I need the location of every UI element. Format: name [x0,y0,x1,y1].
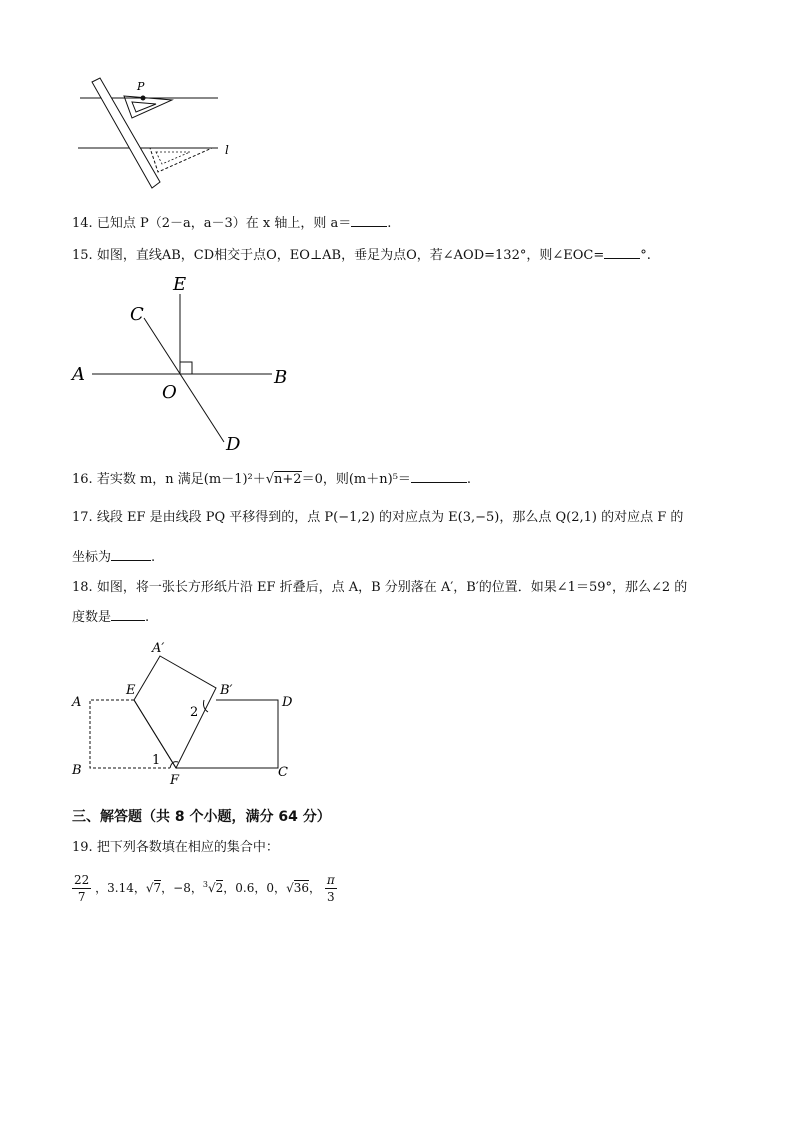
q19-text: 把下列各数填在相应的集合中： [96,840,279,855]
label-a-prime: A′ [152,641,165,656]
number-0: 0 [266,881,275,895]
q17-number: 17. [72,510,93,525]
label-a: A [72,695,82,710]
q18-number: 18. [72,580,93,595]
sqrt-symbol: √ [286,881,294,895]
q15-answer-blank[interactable] [604,244,640,259]
q17-answer-blank[interactable] [111,546,151,561]
q14-answer-blank[interactable] [351,212,387,227]
sqrt-symbol: √ [145,881,154,895]
label-p: P [137,80,145,93]
label-angle-1: 1 [152,753,161,768]
q17-end: . [151,550,156,565]
figure-intersecting-lines [66,268,306,458]
figure-ruler-parallel-lines [72,72,242,192]
q14-text: 已知点 P（2－a，a－3）在 x 轴上，则 a＝ [96,216,352,231]
label-c: C [278,765,288,780]
question-15 [72,244,651,266]
question-18 [72,578,687,598]
q18-line-2-text: 度数是 [72,610,112,625]
fraction-denominator: 7 [77,890,86,904]
sqrt-36-radicand: 36 [293,881,309,895]
cbrt-symbol: √ [207,881,216,895]
label-e: E [173,274,187,295]
q16-text-2: ＝0，则(m＋n)⁵＝ [301,472,411,487]
folded-flap [134,656,216,768]
question-17 [72,508,683,528]
section-heading-3: 三、解答题（共 8 个小题，满分 64 分） [72,809,331,825]
fraction-numerator: 22 [74,873,90,887]
q16-radicand: n+2 [274,472,302,487]
q18-end: . [145,610,150,625]
question-14 [72,212,391,234]
label-b: B [72,763,82,778]
question-18-line-2 [72,606,149,628]
number-neg-8: −8 [173,881,191,895]
label-d: D [282,695,293,710]
fraction-pi: π [326,873,335,887]
q17-line-2-text: 坐标为 [72,550,112,565]
number-3-14: 3.14 [107,881,134,895]
question-19 [72,838,279,858]
q15-number: 15. [72,248,93,263]
label-angle-2: 2 [190,705,199,720]
label-f: F [170,773,180,788]
sqrt-symbol: √ [265,472,275,487]
label-b: B [274,367,288,388]
q16-end: . [466,472,472,487]
label-l: l [225,143,229,157]
label-d: D [226,434,241,455]
fraction-22-7 [72,872,91,905]
label-c: C [130,304,144,325]
question-17-line-2 [72,546,155,568]
label-a: A [72,364,85,385]
q14-end: . [387,216,392,231]
q16-text-1: 若实数 m，n 满足(m－1)²＋ [96,472,266,487]
set-square-lower-inner [156,152,190,164]
q17-line-1: 线段 EF 是由线段 PQ 平移得到的，点 P(−1,2) 的对应点为 E(3,−5)，那么点 Q(2,1) 的对应点 F 的 [96,510,684,525]
q14-number: 14. [72,216,93,231]
point-p [141,96,146,101]
sqrt-7-radicand: 7 [153,881,162,895]
figure-folded-rectangle [66,638,306,788]
line-cd [144,318,224,442]
right-angle-mark [180,362,192,374]
question-16 [72,468,471,490]
cube-root-index: 3 [202,880,208,889]
label-o: O [162,382,177,403]
q16-answer-blank[interactable] [411,468,467,483]
q15-text: 如图，直线AB，CD相交于点O，EO⊥AB，垂足为点O，若∠AOD=132°，则∠EOC= [96,248,605,263]
q16-number: 16. [72,472,93,487]
q19-number-list: $\frac{22}{7}$ ，3.14，√7，−8，$^3$√2，0.6，0，√36， $\frac{\pi}{3}$ [74,873,335,904]
q15-end: °. [640,248,651,263]
label-e: E [126,683,136,698]
q19-number: 19. [72,840,93,855]
q18-answer-blank[interactable] [111,606,145,621]
cbrt-2-radicand: 2 [215,881,224,895]
fraction-pi-3 [325,872,337,905]
number-0-6: 0.6 [235,881,255,895]
set-square-inner [132,102,156,112]
q18-line-1: 如图，将一张长方形纸片沿 EF 折叠后，点 A，B 分别落在 A′，B′的位置．如果∠1＝59°，那么∠2 的 [96,580,688,595]
fraction-pi-denominator: 3 [326,890,335,904]
label-b-prime: B′ [220,683,233,698]
ruler-shape [92,78,160,188]
